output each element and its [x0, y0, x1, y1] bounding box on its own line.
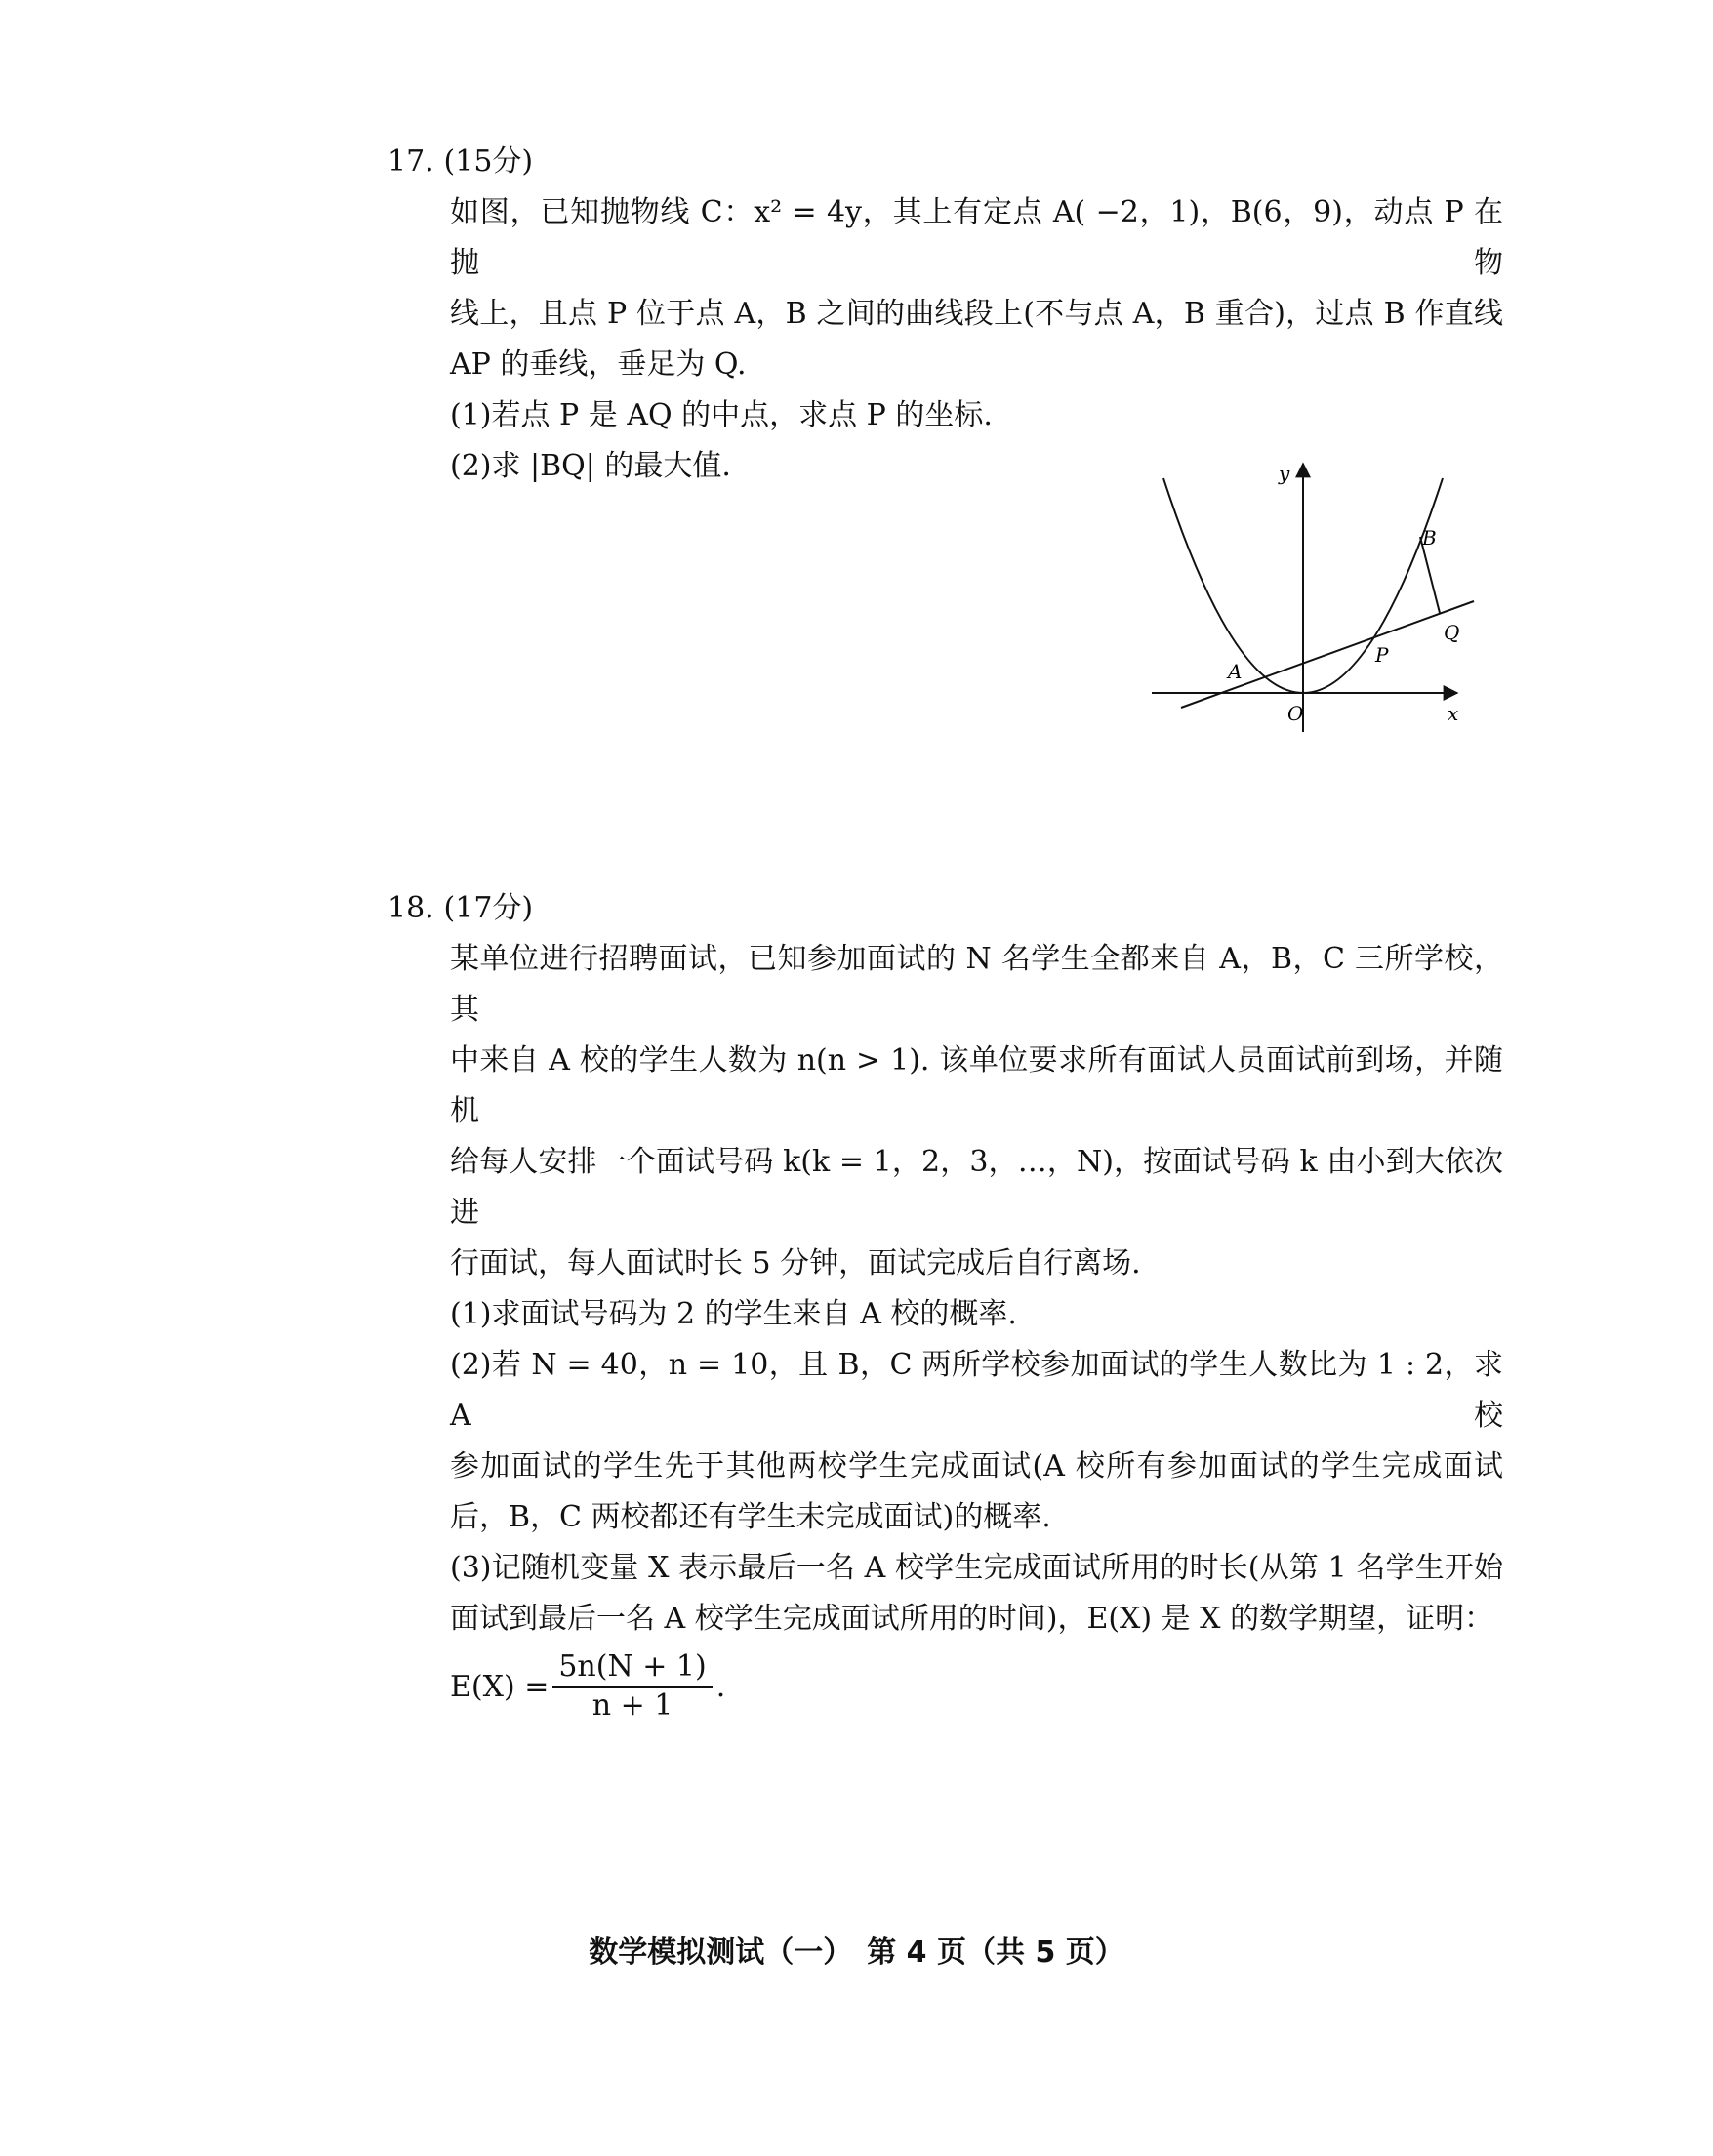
problem-text-line: AP 的垂线，垂足为 Q.	[450, 347, 747, 382]
formula-fraction	[552, 1648, 712, 1725]
label-q: Q	[1444, 621, 1460, 644]
question-1: (1)求面试号码为 2 的学生来自 A 校的概率.	[450, 1297, 1017, 1331]
formula-numerator: 5n(N + 1)	[552, 1648, 712, 1688]
question-3-line: 面试到最后一名 A 校学生完成面试所用的时间)，E(X) 是 X 的数学期望，证明：	[450, 1602, 1494, 1636]
problem-text-line: 线上，且点 P 位于点 A，B 之间的曲线段上(不与点 A，B 重合)，过点 B 作直线	[450, 297, 1503, 331]
label-o: O	[1287, 702, 1304, 725]
problem-18-header	[387, 883, 1500, 934]
problem-score: (15分)	[443, 144, 534, 179]
page-footer: 数学模拟测试（一） 第 4 页（共 5 页）	[589, 1935, 1124, 1970]
question-2-line: 后，B，C 两校都还有学生未完成面试)的概率.	[450, 1500, 1051, 1534]
question-3-line: (3)记随机变量 X 表示最后一名 A 校学生完成面试所用的时长(从第 1 名学生开始	[450, 1551, 1503, 1585]
problem-text-line: 如图，已知抛物线 C：x² = 4y，其上有定点 A( −2，1)，B(6，9)，动点 P 在抛物	[450, 195, 1503, 280]
question-2-line: 参加面试的学生先于其他两校学生完成面试(A 校所有参加面试的学生完成面试	[450, 1449, 1503, 1484]
problem-text-line: 中来自 A 校的学生人数为 n(n > 1). 该单位要求所有面试人员面试前到场，并随机	[450, 1043, 1503, 1128]
label-p: P	[1375, 643, 1389, 667]
label-b: B	[1422, 526, 1437, 549]
label-a: A	[1228, 660, 1243, 683]
formula-period: .	[715, 1669, 726, 1704]
question-2-line: (2)若 N = 40，n = 10，且 B，C 两所学校参加面试的学生人数比为 1 : 2，求 A 校	[450, 1348, 1503, 1433]
label-y: y	[1279, 462, 1290, 485]
problem-text-line: 某单位进行招聘面试，已知参加面试的 N 名学生全都来自 A，B，C 三所学校，其	[450, 942, 1503, 1027]
question-1: (1)若点 P 是 AQ 的中点，求点 P 的坐标.	[450, 398, 993, 432]
problem-number: 18.	[387, 891, 434, 925]
question-2: (2)求 |BQ| 的最大值.	[450, 449, 731, 483]
problem-text-line: 行面试，每人面试时长 5 分钟，面试完成后自行离场.	[450, 1246, 1141, 1281]
formula-denominator: n + 1	[591, 1688, 673, 1723]
formula-lhs: E(X) =	[450, 1669, 550, 1704]
label-x: x	[1448, 702, 1459, 725]
problem-18	[387, 883, 1503, 1725]
problem-number: 17.	[387, 144, 434, 179]
parabola-diagram	[1147, 459, 1479, 737]
problem-text-line: 给每人安排一个面试号码 k(k = 1，2，3，…，N)，按面试号码 k 由小到大依次进	[450, 1145, 1503, 1230]
parabola-figure	[1147, 459, 1479, 737]
problem-17	[387, 137, 1503, 492]
expectation-formula	[450, 1648, 1503, 1725]
problem-17-header	[387, 137, 1500, 187]
problem-score: (17分)	[443, 891, 534, 925]
line-ap	[1181, 601, 1474, 708]
